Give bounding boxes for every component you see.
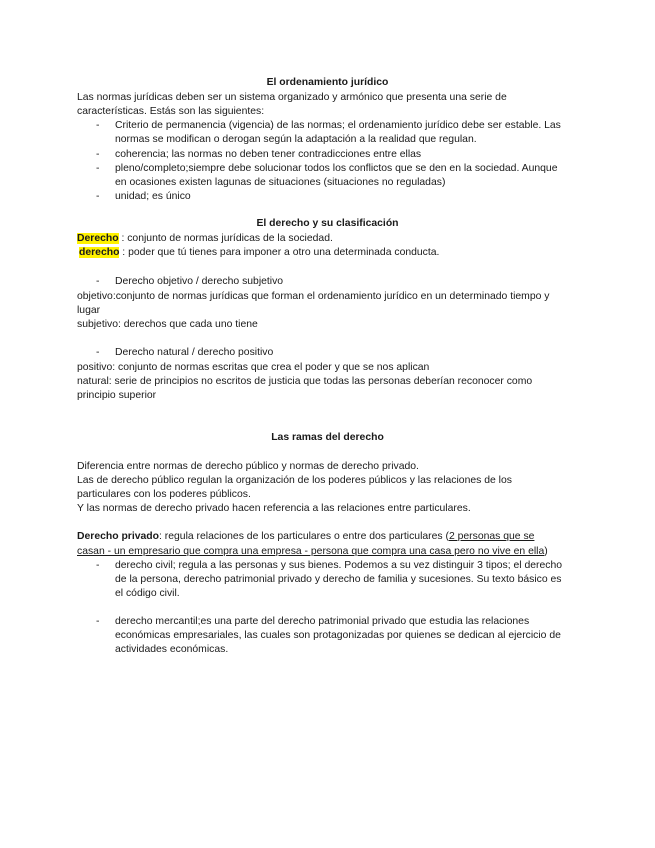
natural-definition: natural: serie de principios no escritos de justicia que todas las personas deberían reconocer como [77,376,533,387]
list-item-mercantil-cont2: actividades económicas. [115,644,229,655]
natural-definition-cont: principio superior [77,390,157,401]
list-bullet: - [96,347,100,358]
list-item-pleno: pleno/completo;siempre debe solucionar todos los conflictos que se den en la sociedad. Aunque [115,163,558,174]
list-item-civil: derecho civil; regula a las personas y sus bienes. Podemos a su vez distinguir 3 tipos; el derecho [115,560,563,571]
definition-derecho-objetivo [77,232,333,246]
list-item-permanencia-cont: normas se modifican o derogan según la adaptación a la realidad que regulan. [115,134,477,145]
list-bullet: - [96,149,100,160]
section-title-clasificacion: El derecho y su clasificación [256,218,399,229]
list-item-civil-cont: de la persona, derecho patrimonial privado y derecho de familia y sucesiones. Su texto básico es [115,574,562,585]
definition-text: : conjunto de normas jurídicas de la sociedad. [118,233,333,244]
bold-term: Derecho privado [77,531,159,542]
list-bullet: - [96,120,100,131]
list-item-permanencia: Criterio de permanencia (vigencia) de las normas; el ordenamiento jurídico debe ser estable. Las [115,120,561,131]
definition-text: : regula relaciones de los particulares o entre dos particulares ( [159,531,449,542]
definition-text: : poder que tú tienes para imponer a otro una determinada conducta. [119,247,440,258]
derecho-privado-examples [77,545,548,559]
paragraph-privado: Y las normas de derecho privado hacen referencia a las relaciones entre particulares. [77,503,471,514]
derecho-privado-definition [77,530,534,544]
underlined-example: casan - un empresario que compra una empresa - persona que compra una casa pero no vive en ella [77,546,545,557]
paragraph-publico-cont: particulares con los poderes públicos. [77,489,251,500]
list-item-mercantil-cont: económicas empresariales, las cuales son protagonizadas por quienes se dedican al ejercicio de [115,630,561,641]
list-bullet: - [96,191,100,202]
paragraph-diferencia: Diferencia entre normas de derecho público y normas de derecho privado. [77,461,419,472]
list-item-mercantil: derecho mercantil;es una parte del derecho patrimonial privado que estudia las relaciones [115,616,530,627]
objetivo-definition: objetivo:conjunto de normas jurídicas que forman el ordenamiento jurídico en un determinado tiempo y [77,291,550,302]
list-bullet: - [96,163,100,174]
underlined-example: 2 personas que se [448,531,535,542]
paragraph-publico: Las de derecho público regulan la organización de los poderes públicos y las relaciones de los [77,475,512,486]
list-item-coherencia: coherencia; las normas no deben tener contradicciones entre ellas [115,149,422,160]
positivo-definition: positivo: conjunto de normas escritas que crea el poder y que se nos aplican [77,362,430,373]
list-item-pleno-cont: en ocasiones existen lagunas de situaciones (situaciones no reguladas) [115,177,446,188]
list-item-unidad: unidad; es único [115,191,191,202]
subheading-natural-positivo: Derecho natural / derecho positivo [115,347,274,358]
list-bullet: - [96,616,100,627]
objetivo-definition-cont: lugar [77,305,101,316]
list-item-civil-cont2: el código civil. [115,588,180,599]
list-bullet: - [96,560,100,571]
highlighted-term: derecho [79,247,120,258]
section-title-ramas: Las ramas del derecho [271,432,384,443]
subheading-objetivo-subjetivo: Derecho objetivo / derecho subjetivo [115,276,284,287]
intro-line-2: características. Estás son las siguientes: [77,106,265,117]
section-title-ordenamiento: El ordenamiento jurídico [266,77,389,88]
definition-derecho-subjetivo [79,246,439,260]
list-bullet: - [96,276,100,287]
subjetivo-definition: subjetivo: derechos que cada uno tiene [77,319,258,330]
closing-paren: ) [544,546,548,557]
highlighted-term: Derecho [77,233,119,244]
intro-line-1: Las normas jurídicas deben ser un sistema organizado y armónico que presenta una serie de [77,92,507,103]
